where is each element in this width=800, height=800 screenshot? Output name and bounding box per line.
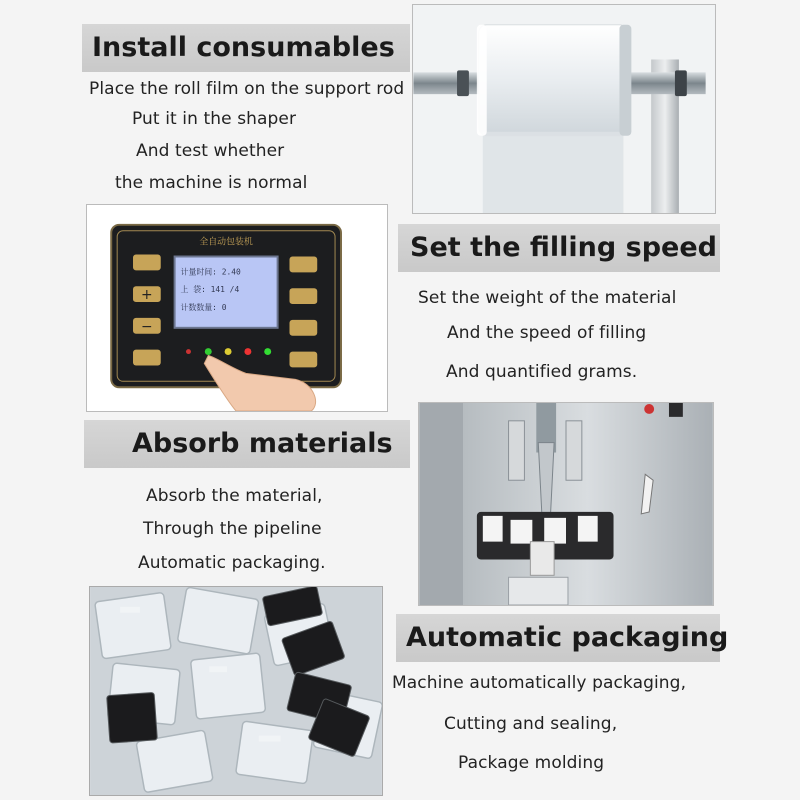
lcd-row: 上 袋: 141 /4 [180,285,240,295]
control-panel-photo [86,204,388,412]
svg-text:−: − [141,318,153,335]
control-panel-illustration [87,205,387,411]
section-title-bar-packaging [396,614,729,662]
section-title-bar-filling [398,224,720,272]
section-line: And quantified grams. [446,362,638,382]
section-title: Automatic packaging [406,622,729,653]
section-line: Place the roll film on the support rod [89,79,405,99]
section-line: Cutting and sealing, [444,714,618,734]
section-title-bar-install [82,24,410,72]
lcd-row: 计量时间: 2.40 [180,267,241,277]
filling-machine-photo [418,402,714,606]
roll-film-photo [412,4,716,214]
lcd-row: 计数数量: 0 [180,302,227,312]
section-line: And the speed of filling [447,323,647,343]
section-line: Automatic packaging. [138,553,326,573]
sachets-illustration [90,587,382,795]
section-line: Machine automatically packaging, [392,673,687,693]
section-line: And test whether [136,141,285,161]
section-line: Set the weight of the material [418,288,677,308]
filling-machine-illustration [419,403,713,605]
section-title: Absorb materials [132,428,393,459]
packaged-sachets-photo [89,586,383,796]
section-title: Install consumables [92,32,395,63]
section-line: Absorb the material, [146,486,323,506]
section-line: Package molding [458,753,605,773]
svg-text:+: + [141,287,153,304]
roll-film-illustration [413,5,715,213]
section-line: Through the pipeline [143,519,322,539]
section-line: Put it in the shaper [132,109,297,129]
section-line: the machine is normal [115,173,308,193]
section-title-bar-absorb [84,420,410,468]
section-title: Set the filling speed [410,232,717,263]
controller-label: 全自动包装机 [199,237,253,248]
